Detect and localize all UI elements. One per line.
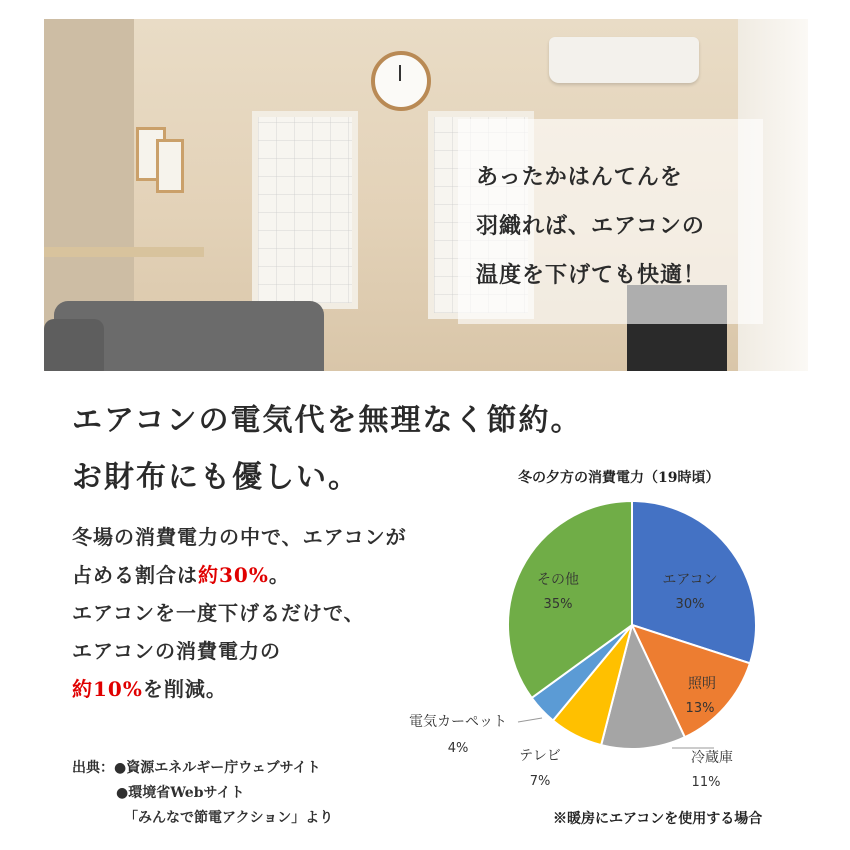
overlay-line: 温度を下げても快適！ [476,262,707,288]
wall-frame [156,139,184,193]
body-line: エアコンを一度下げるだけで、 [72,601,365,625]
hero-overlay-text [476,153,766,300]
sofa-arm [44,319,104,371]
shelf [44,247,204,257]
slice-label: 冷蔵庫 [691,750,733,766]
source-item: 「みんなで節電アクション」より [124,810,334,826]
wall-clock [371,51,431,111]
window-left [252,111,358,309]
source-item: ●環境省Webサイト [116,785,245,801]
chart-note: ※暖房にエアコンを使用する場合 [553,811,763,827]
pie-chart [380,490,780,810]
slice-label: その他 [537,572,579,588]
source-block [72,756,333,831]
leader-line [518,718,542,722]
source-label: 出典： [72,760,114,776]
body-text-span: 占める割合は [72,563,198,587]
slice-label: 電気カーペット [409,714,507,730]
slice-value-label: 35% [543,597,573,612]
air-conditioner [549,37,699,83]
body-text-span: 。 [268,563,290,587]
source-item: ●資源エネルギー庁ウェブサイト [114,760,321,776]
slice-value-label: 4% [447,741,469,756]
slice-label: テレビ [519,748,561,764]
overlay-line: あったかはんてんを [476,164,683,190]
body-text-span: を削減。 [142,677,227,701]
source-line [72,756,333,781]
body-line: エアコンの消費電力の [72,639,281,663]
headline-line-2: お財布にも優しい。 [72,460,360,495]
slice-value-label: 11% [691,775,721,790]
slice-label: 照明 [688,676,716,692]
chart-title: 冬の夕方の消費電力（19時頃） [518,470,720,486]
headline-line-1: エアコンの電気代を無理なく節約。 [72,403,583,438]
slice-value-label: 7% [529,774,551,789]
slice-value-label: 30% [675,597,705,612]
overlay-line: 羽織れば、エアコンの [476,213,705,239]
slice-label: エアコン [662,572,718,588]
highlight-percent: 約10% [72,677,143,701]
slice-value-label: 13% [685,701,715,716]
body-line: 冬場の消費電力の中で、エアコンが [72,525,407,549]
highlight-percent: 約30% [198,563,269,587]
